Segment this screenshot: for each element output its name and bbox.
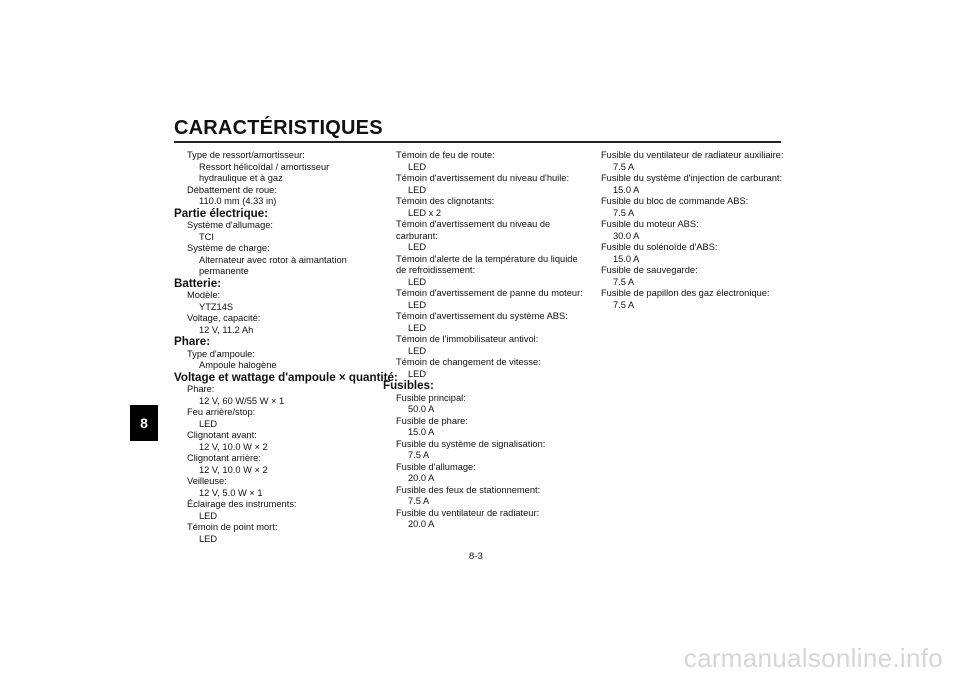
spec-label: Fusible d'allumage: <box>396 461 476 472</box>
spec-label: Type d'ampoule: <box>187 348 255 359</box>
title-rule <box>174 141 781 143</box>
spec-value: 20.0 A <box>408 519 435 530</box>
spec-label: Voltage, capacité: <box>187 313 261 324</box>
spec-value: 7.5 A <box>408 496 430 507</box>
spec-value: permanente <box>199 266 249 277</box>
spec-value: 7.5 A <box>613 207 635 218</box>
spec-label: Témoin de point mort: <box>187 522 278 533</box>
spec-value: LED <box>408 322 427 333</box>
spec-value: 20.0 A <box>408 473 435 484</box>
watermark: carmanualsonline.info <box>683 643 943 673</box>
page-title: CARACTÉRISTIQUES <box>174 117 383 139</box>
section-heading: Batterie: <box>174 276 222 290</box>
spec-value: 50.0 A <box>408 404 435 415</box>
spec-label: Modèle: <box>187 290 221 301</box>
chapter-tab: 8 <box>130 405 158 441</box>
spec-value: LED <box>199 418 218 429</box>
spec-value: 12 V, 5.0 W × 1 <box>199 487 263 498</box>
spec-label: Témoin d'avertissement du niveau de <box>396 219 551 229</box>
spec-value: LED <box>199 510 218 521</box>
spec-label: Témoin d'avertissement du système ABS: <box>396 311 568 321</box>
spec-label: carburant: <box>396 230 438 241</box>
spec-label: Clignotant arrière: <box>187 453 261 464</box>
spec-label: de refroidissement: <box>396 265 476 275</box>
spec-value: 7.5 A <box>613 276 635 287</box>
spec-label: Témoin de changement de vitesse: <box>396 357 541 367</box>
spec-value: Ampoule halogène <box>199 360 277 371</box>
spec-value: LED <box>199 533 218 544</box>
spec-label: Phare: <box>187 384 215 395</box>
spec-label: Système d'allumage: <box>187 220 274 231</box>
spec-value: LED <box>408 299 427 310</box>
section-heading: Fusibles: <box>383 379 434 392</box>
spec-label: Témoin de feu de route: <box>396 150 495 160</box>
spec-value: 7.5 A <box>613 161 635 172</box>
spec-label: Fusible du système d'injection de carburant: <box>601 173 783 183</box>
spec-value: 12 V, 60 W/55 W × 1 <box>199 395 285 406</box>
spec-label: Fusible du bloc de commande ABS: <box>601 196 749 206</box>
spec-label: Fusible du système de signalisation: <box>396 438 546 449</box>
section-heading: Partie électrique: <box>174 206 269 220</box>
spec-value: LED <box>408 184 427 195</box>
spec-label: Témoin d'avertissement du niveau d'huile: <box>396 173 570 183</box>
spec-value: LED <box>408 161 427 172</box>
spec-label: Témoin des clignotants: <box>396 196 495 206</box>
spec-label: Fusible des feux de stationnement: <box>396 484 541 495</box>
spec-value: 30.0 A <box>613 230 640 241</box>
spec-label: Fusible du solénoïde d'ABS: <box>601 242 718 252</box>
spec-value: Alternateur avec rotor à aimantation <box>199 254 347 265</box>
spec-value: hydraulique et à gaz <box>199 173 283 183</box>
spec-label: Témoin d'avertissement de panne du moteur: <box>396 288 583 298</box>
spec-value: 110.0 mm (4.33 in) <box>199 196 277 206</box>
spec-value: 12 V, 10.0 W × 2 <box>199 441 268 452</box>
spec-column-2 <box>383 150 583 531</box>
spec-column-3 <box>588 150 788 311</box>
spec-value: 12 V, 10.0 W × 2 <box>199 464 268 475</box>
page-number: 8-3 <box>469 551 483 562</box>
spec-column-1 <box>174 150 398 545</box>
spec-label: Fusible de sauvegarde: <box>601 265 698 275</box>
spec-label: Fusible du moteur ABS: <box>601 219 699 229</box>
spec-label: Témoin d'alerte de la température du liquide <box>396 253 578 264</box>
spec-value: LED <box>408 276 427 287</box>
spec-value: 15.0 A <box>613 253 640 264</box>
spec-label: Fusible de papillon des gaz électronique: <box>601 288 770 298</box>
spec-value: 7.5 A <box>408 450 430 461</box>
spec-value: LED x 2 <box>408 207 442 218</box>
spec-label: Veilleuse: <box>187 476 227 487</box>
spec-value: 12 V, 11.2 Ah <box>199 324 254 335</box>
spec-label: Fusible de phare: <box>396 415 468 426</box>
spec-value: 7.5 A <box>613 299 635 310</box>
spec-label: Éclairage des instruments: <box>187 499 297 510</box>
spec-label: Système de charge: <box>187 243 270 254</box>
spec-value: LED <box>408 368 427 379</box>
spec-label: Débattement de roue: <box>187 184 277 195</box>
section-heading: Phare: <box>174 335 211 349</box>
section-heading: Voltage et wattage d'ampoule × quantité: <box>174 370 398 384</box>
spec-label: Fusible principal: <box>396 392 466 403</box>
spec-value: 15.0 A <box>613 184 640 195</box>
spec-label: Clignotant avant: <box>187 430 257 441</box>
spec-value: LED <box>408 242 427 252</box>
spec-value: LED <box>408 345 427 356</box>
spec-value: 15.0 A <box>408 427 435 438</box>
spec-value: TCI <box>199 231 214 242</box>
spec-label: Fusible du ventilateur de radiateur: <box>396 507 540 518</box>
spec-label: Témoin de l'immobilisateur antivol: <box>396 334 539 344</box>
spec-label: Fusible du ventilateur de radiateur auxiliaire: <box>601 150 784 160</box>
spec-label: Type de ressort/amortisseur: <box>187 150 305 160</box>
spec-label: Feu arrière/stop: <box>187 407 256 418</box>
spec-value: Ressort hélicoïdal / amortisseur <box>199 161 330 172</box>
spec-value: YTZ14S <box>199 301 234 312</box>
